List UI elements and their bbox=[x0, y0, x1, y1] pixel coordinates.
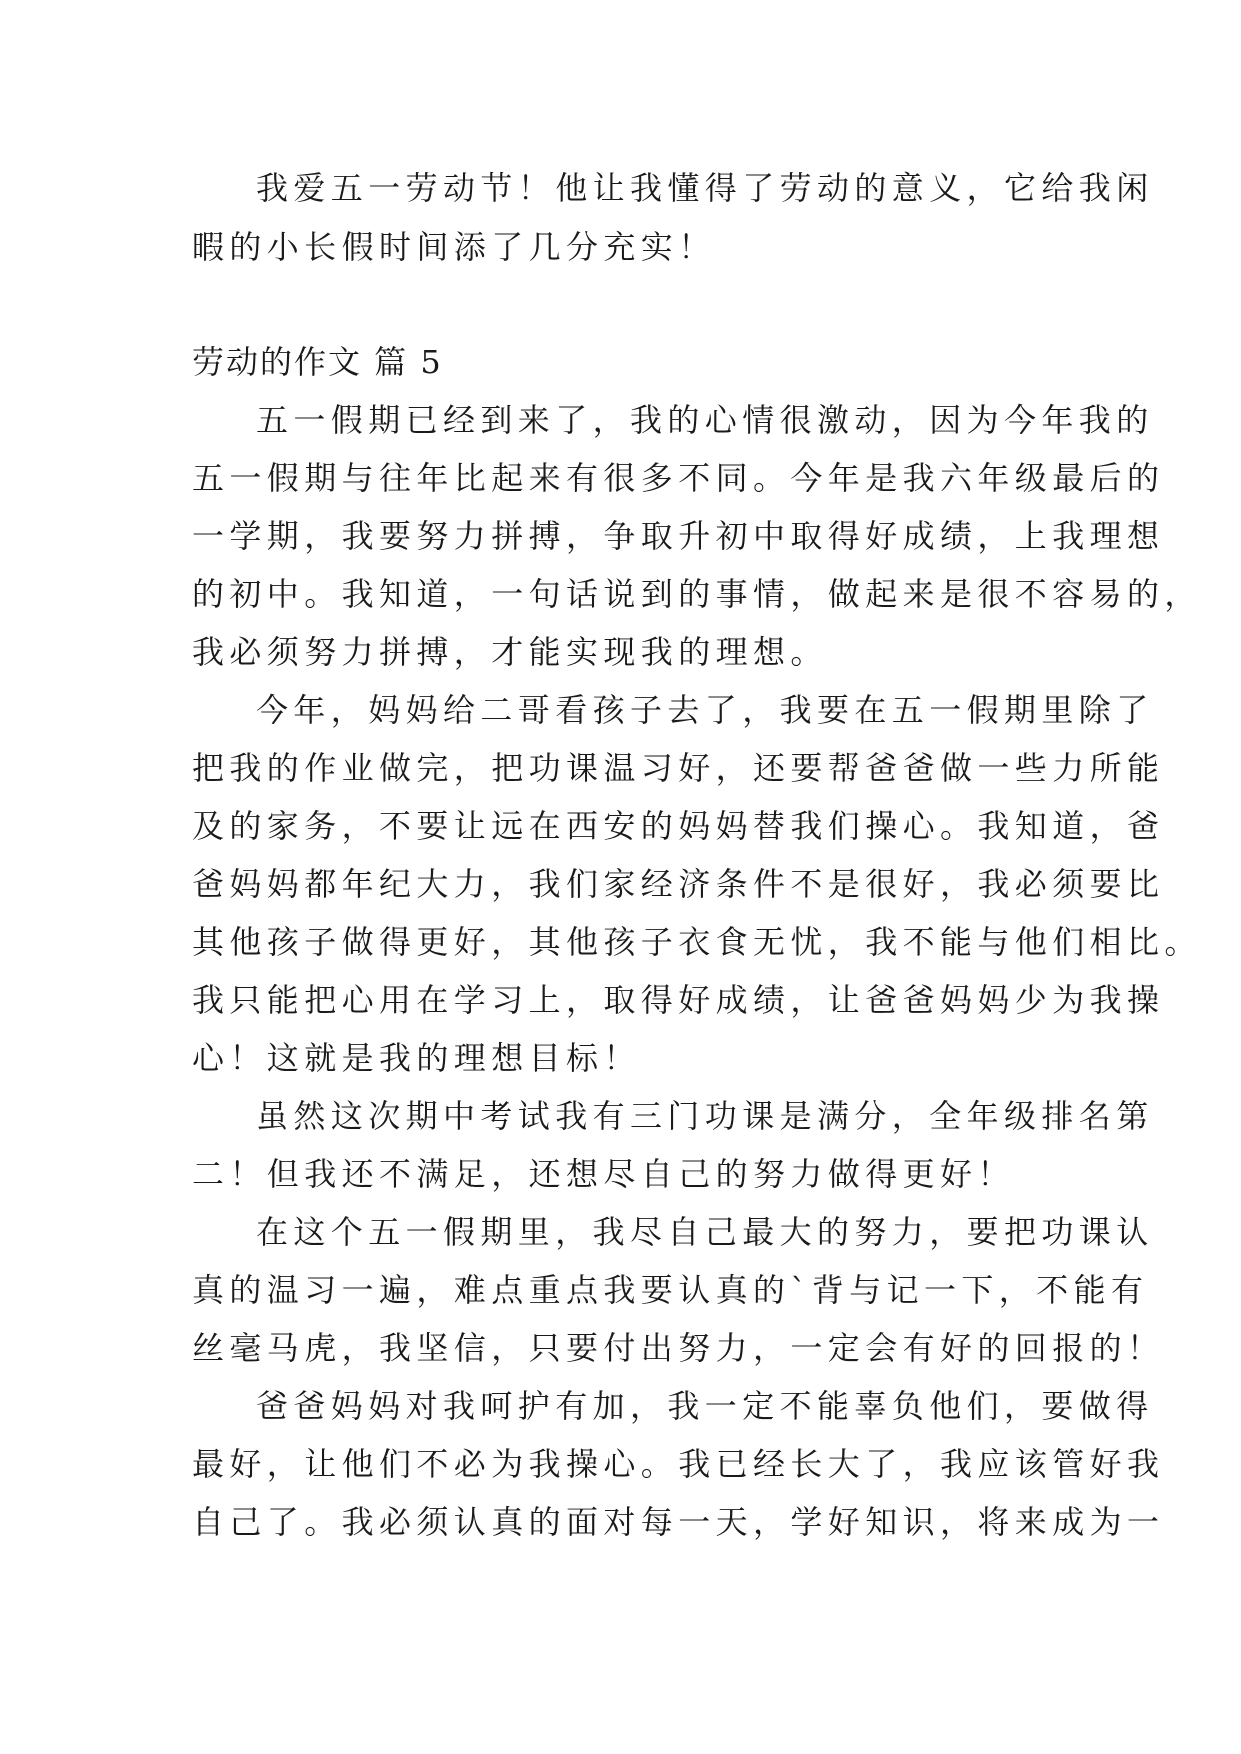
text-line: 我只能把心用在学习上，取得好成绩，让爸爸妈妈少为我操 bbox=[192, 981, 1165, 1019]
text-line: 及的家务，不要让远在西安的妈妈替我们操心。我知道，爸 bbox=[192, 807, 1165, 845]
text-line: 在这个五一假期里，我尽自己最大的努力，要把功课认 bbox=[256, 1213, 1154, 1251]
section-heading: 劳动的作文 篇 5 bbox=[192, 343, 443, 381]
text-line: 暇的小长假时间添了几分充实！ bbox=[192, 228, 716, 266]
text-line: 五一假期与往年比起来有很多不同。今年是我六年级最后的 bbox=[192, 459, 1165, 497]
text-line: 一学期，我要努力拼搏，争取升初中取得好成绩，上我理想 bbox=[192, 517, 1165, 555]
text-line: 真的温习一遍，难点重点我要认真的`背与记一下，不能有 bbox=[192, 1271, 1149, 1309]
text-line: 心！这就是我的理想目标！ bbox=[192, 1039, 641, 1077]
text-line: 把我的作业做完，把功课温习好，还要帮爸爸做一些力所能 bbox=[192, 749, 1165, 787]
text-line: 爸妈妈都年纪大力，我们家经济条件不是很好，我必须要比 bbox=[192, 865, 1165, 903]
text-line: 我必须努力拼搏，才能实现我的理想。 bbox=[192, 633, 828, 671]
text-line: 其他孩子做得更好，其他孩子衣食无忧，我不能与他们相比。 bbox=[192, 923, 1202, 961]
text-line: 最好，让他们不必为我操心。我已经长大了，我应该管好我 bbox=[192, 1445, 1165, 1483]
text-line: 我爱五一劳动节！他让我懂得了劳动的意义，它给我闲 bbox=[256, 169, 1154, 207]
text-line: 五一假期已经到来了，我的心情很激动，因为今年我的 bbox=[256, 401, 1154, 439]
text-line: 二！但我还不满足，还想尽自己的努力做得更好！ bbox=[192, 1155, 1015, 1193]
text-line: 爸爸妈妈对我呵护有加，我一定不能辜负他们，要做得 bbox=[256, 1387, 1154, 1425]
text-line: 自己了。我必须认真的面对每一天，学好知识，将来成为一 bbox=[192, 1503, 1165, 1541]
text-line: 今年，妈妈给二哥看孩子去了，我要在五一假期里除了 bbox=[256, 691, 1154, 729]
text-line: 虽然这次期中考试我有三门功课是满分，全年级排名第 bbox=[256, 1097, 1154, 1135]
text-line: 丝毫马虎，我坚信，只要付出努力，一定会有好的回报的！ bbox=[192, 1329, 1165, 1367]
text-line: 的初中。我知道，一句话说到的事情，做起来是很不容易的， bbox=[192, 575, 1202, 613]
